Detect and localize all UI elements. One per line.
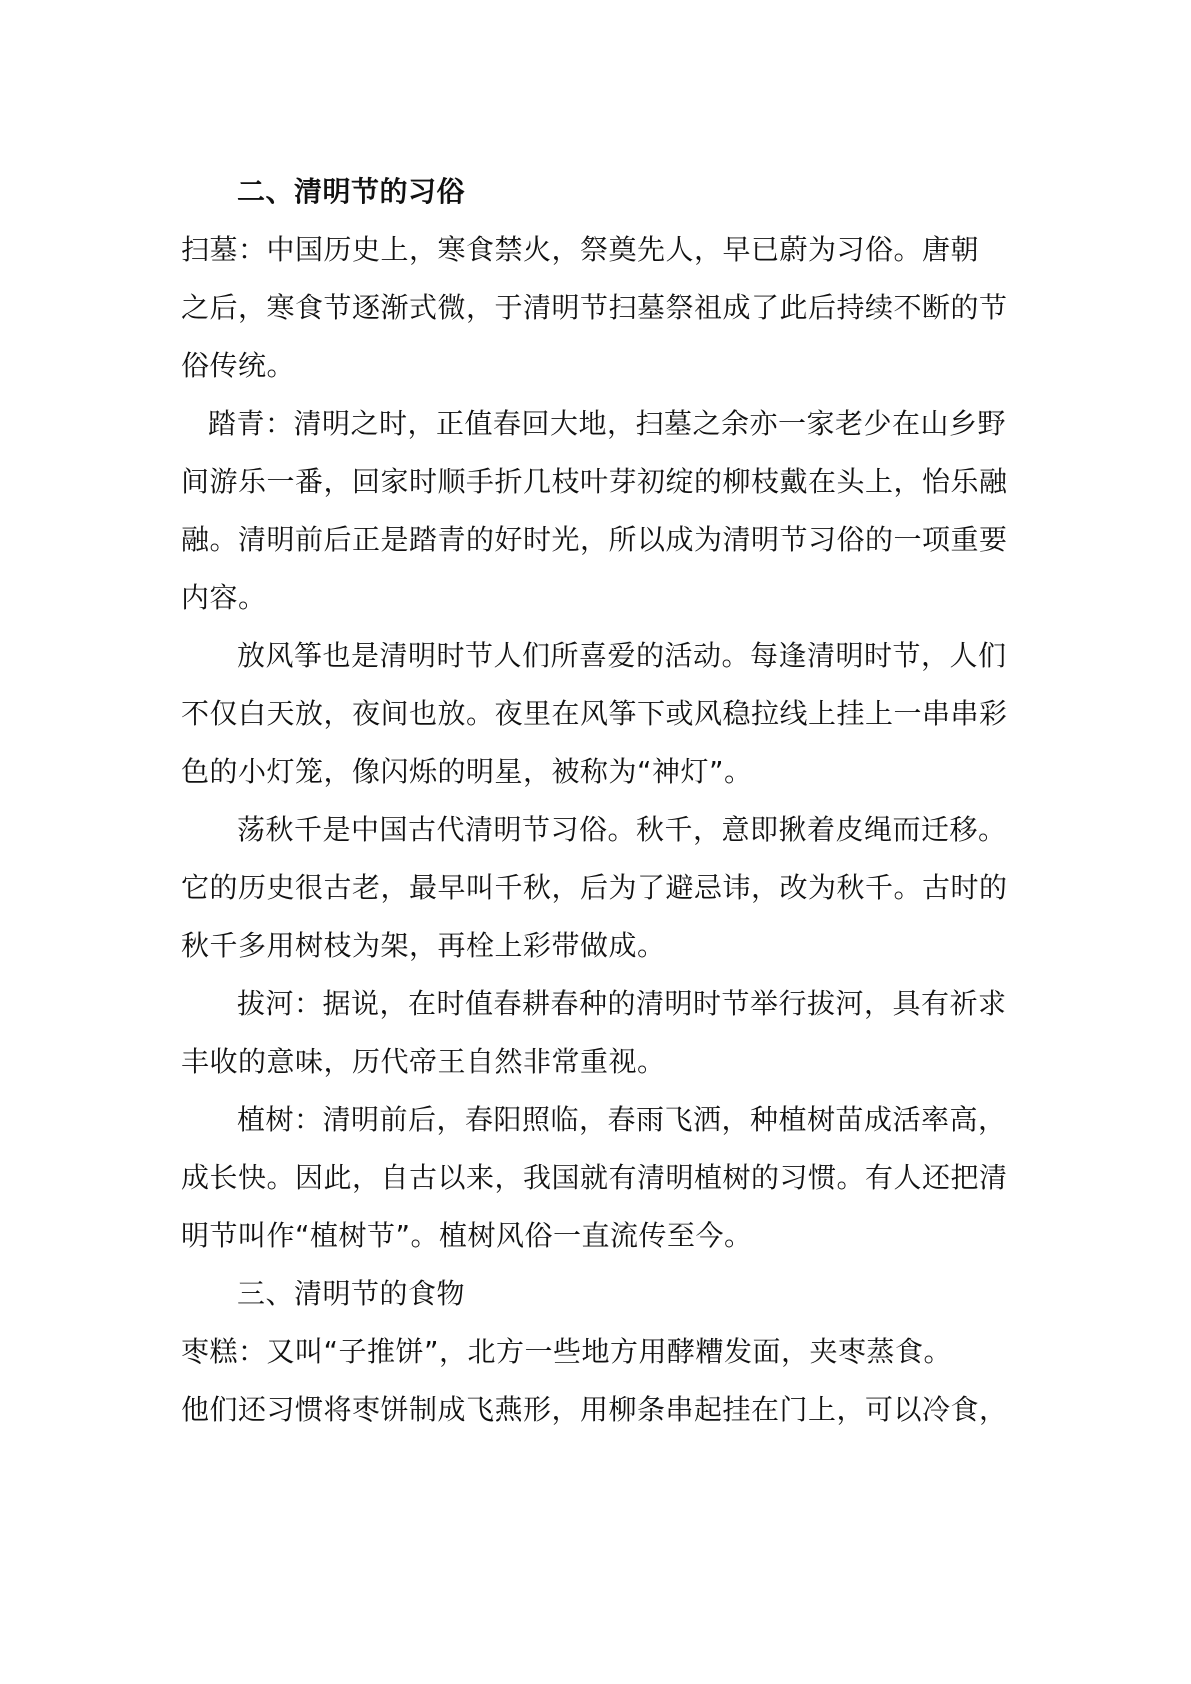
paragraph-line: 不仅白天放，夜间也放。夜里在风筝下或风稳拉线上挂上一串串彩 xyxy=(181,697,1008,730)
section-heading-customs: 二、清明节的习俗 xyxy=(237,175,466,208)
paragraph-line: 踏青：清明之时，正值春回大地，扫墓之余亦一家老少在山乡野 xyxy=(208,407,1007,440)
section-heading-food: 三、清明节的食物 xyxy=(237,1277,466,1310)
paragraph-line: 俗传统。 xyxy=(181,349,296,382)
paragraph-line: 扫墓：中国历史上，寒食禁火，祭奠先人，早已蔚为习俗。唐朝 xyxy=(181,233,980,266)
paragraph-line: 植树：清明前后，春阳照临，春雨飞洒，种植树苗成活率高， xyxy=(237,1103,1007,1136)
paragraph-line: 他们还习惯将枣饼制成飞燕形，用柳条串起挂在门上，可以冷食， xyxy=(181,1393,1008,1426)
paragraph-line: 它的历史很古老，最早叫千秋，后为了避忌讳，改为秋千。古时的 xyxy=(181,871,1008,904)
paragraph-line: 荡秋千是中国古代清明节习俗。秋千，意即揪着皮绳而迁移。 xyxy=(237,813,1007,846)
paragraph-line: 融。清明前后正是踏青的好时光，所以成为清明节习俗的一项重要 xyxy=(181,523,1008,556)
paragraph-line: 拔河：据说，在时值春耕春种的清明时节举行拔河，具有祈求 xyxy=(237,987,1007,1020)
paragraph-line: 之后，寒食节逐渐式微，于清明节扫墓祭祖成了此后持续不断的节 xyxy=(181,291,1008,324)
paragraph-line: 间游乐一番，回家时顺手折几枝叶芽初绽的柳枝戴在头上，怡乐融 xyxy=(181,465,1008,498)
paragraph-line: 放风筝也是清明时节人们所喜爱的活动。每逢清明时节，人们 xyxy=(237,639,1007,672)
paragraph-line: 内容。 xyxy=(181,581,267,614)
paragraph-line: 丰收的意味，历代帝王自然非常重视。 xyxy=(181,1045,666,1078)
paragraph-line: 秋千多用树枝为架，再栓上彩带做成。 xyxy=(181,929,666,962)
paragraph-line: 明节叫作“植树节”。植树风俗一直流传至今。 xyxy=(181,1219,753,1252)
paragraph-line: 成长快。因此，自古以来，我国就有清明植树的习惯。有人还把清 xyxy=(181,1161,1008,1194)
paragraph-line: 色的小灯笼，像闪烁的明星，被称为“神灯”。 xyxy=(181,755,753,788)
paragraph-line: 枣糕：又叫“子推饼”，北方一些地方用酵糟发面，夹枣蒸食。 xyxy=(181,1335,953,1368)
